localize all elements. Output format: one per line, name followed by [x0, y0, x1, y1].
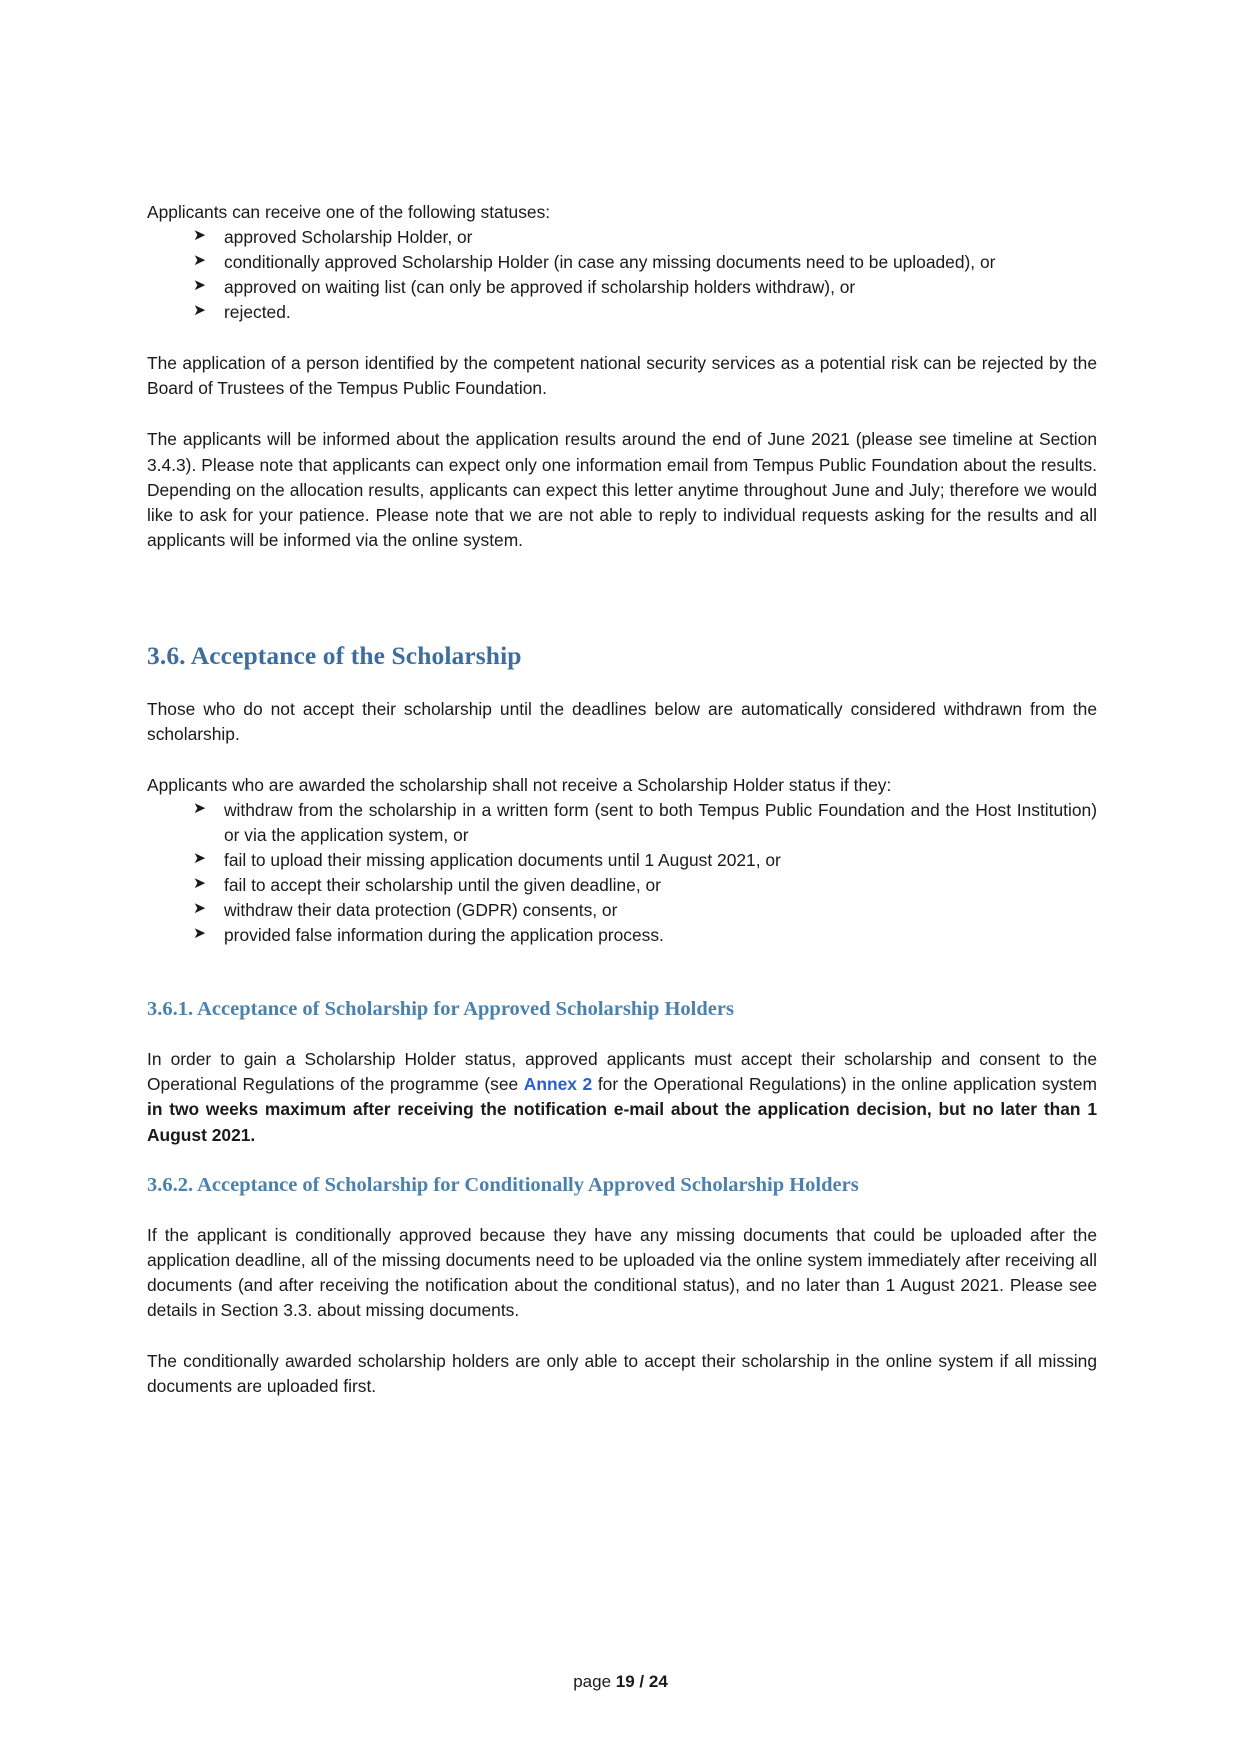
paragraph-results: The applicants will be informed about the application results around the end of June 2021 (please see timeline at Section 3.4.3). Please note that applicants can expect only one information email from Tempus Public Foundation about the results. Depending on the allocation results, applicants can expect this letter anytime throughout June and July; therefore we would like to ask for your patience. Please note that we are not able to reply to individual requests asking for the results and all applicants will be informed via the online system. [147, 429, 1097, 550]
spacer [147, 1148, 1097, 1174]
list-item [147, 300, 1097, 325]
spacer [147, 325, 1097, 351]
paragraph-conditional-accept: The conditionally awarded scholarship holders are only able to accept their scholarship in the online system if all missing documents are uploaded first. [147, 1350, 1097, 1396]
text-deadline-bold: in two weeks maximum after receiving the notification e-mail about the application decision, but no later than 1 August 2021. [147, 1099, 1097, 1145]
section-heading-3-6: 3.6. Acceptance of the Scholarship [147, 640, 522, 670]
section-heading-3-6-1: 3.6.1. Acceptance of Scholarship for Approved Scholarship Holders [147, 998, 734, 1021]
footer-total-pages: 24 [648, 1672, 668, 1691]
spacer [147, 671, 1097, 697]
spacer [147, 401, 1097, 427]
footer-current-page: 19 [615, 1672, 635, 1691]
list-item-text: approved Scholarship Holder, or [224, 227, 473, 248]
arrow-bullet-icon: ➤ [193, 799, 206, 817]
paragraph-security: The application of a person identified by the competent national security services as a potential risk can be rejected by the Board of Trustees of the Tempus Public Foundation. [147, 353, 1097, 399]
spacer [147, 1197, 1097, 1223]
footer-separator: / [634, 1672, 649, 1691]
no-status-list [147, 798, 1097, 948]
footer-prefix: page [573, 1672, 616, 1691]
paragraph-approved-acceptance [147, 1047, 1097, 1147]
list-item [147, 898, 1097, 923]
annex-2-link[interactable]: Annex 2 [523, 1074, 593, 1095]
section-heading-3-6-2: 3.6.2. Acceptance of Scholarship for Conditionally Approved Scholarship Holders [147, 1173, 859, 1196]
list-item [147, 250, 1097, 275]
list-item-text: approved on waiting list (can only be approved if scholarship holders withdraw), or [224, 277, 856, 298]
text-part-2: for the Operational Regulations) in the online application system [592, 1074, 1097, 1095]
spacer [147, 553, 1097, 641]
list-item [147, 798, 1097, 848]
arrow-bullet-icon: ➤ [193, 925, 206, 943]
statuses-list [147, 225, 1097, 325]
arrow-bullet-icon: ➤ [193, 302, 206, 320]
list-item-text: fail to accept their scholarship until the given deadline, or [224, 875, 661, 896]
list-item [147, 275, 1097, 300]
list-item-text: fail to upload their missing application documents until 1 August 2021, or [224, 850, 781, 871]
arrow-bullet-icon: ➤ [193, 252, 206, 270]
spacer [147, 948, 1097, 998]
list-item-text: conditionally approved Scholarship Holder (in case any missing documents need to be uploaded), or [224, 252, 996, 273]
arrow-bullet-icon: ➤ [193, 277, 206, 295]
list-item [147, 873, 1097, 898]
list-item [147, 225, 1097, 250]
paragraph-conditional: If the applicant is conditionally approved because they have any missing documents that could be uploaded after the application deadline, all of the missing documents need to be uploaded via the online system immediately after receiving all documents (and after receiving the notification about the conditional status), and no later than 1 August 2021. Please see details in Section 3.3. about missing documents. [147, 1224, 1097, 1320]
list-item [147, 848, 1097, 873]
spacer [147, 1021, 1097, 1047]
text-part-1: In order to gain a Scholarship Holder status, approved applicants must accept their scholarship and consent to the Operational Regulations of the programme (see [147, 1049, 1097, 1095]
page-content [147, 200, 1097, 1399]
no-status-intro: Applicants who are awarded the scholarship shall not receive a Scholarship Holder status if they: [147, 774, 892, 795]
paragraph-withdrawn: Those who do not accept their scholarship until the deadlines below are automatically considered withdrawn from the scholarship. [147, 698, 1097, 744]
statuses-intro: Applicants can receive one of the following statuses: [147, 202, 551, 222]
spacer [147, 747, 1097, 773]
list-item-text: withdraw their data protection (GDPR) consents, or [224, 900, 618, 921]
arrow-bullet-icon: ➤ [193, 850, 206, 868]
page-footer [0, 1672, 1241, 1692]
spacer [147, 1323, 1097, 1349]
arrow-bullet-icon: ➤ [193, 875, 206, 893]
list-item-text: withdraw from the scholarship in a written form (sent to both Tempus Public Foundation and the Host Institution) or via the application system, or [224, 799, 1097, 845]
list-item-text: provided false information during the application process. [224, 925, 664, 946]
list-item-text: rejected. [224, 302, 291, 323]
list-item [147, 923, 1097, 948]
arrow-bullet-icon: ➤ [193, 900, 206, 918]
arrow-bullet-icon: ➤ [193, 227, 206, 245]
